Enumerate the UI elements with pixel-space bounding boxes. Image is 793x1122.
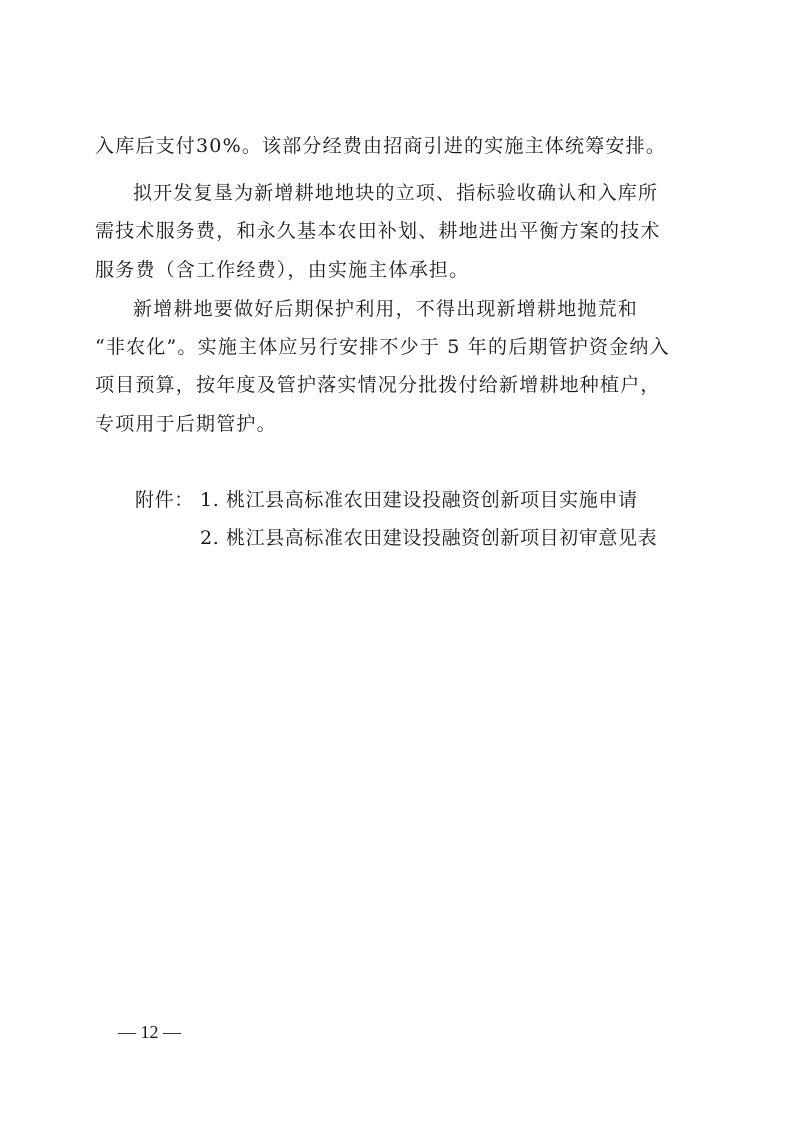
paragraph-line: 专项用于后期管护。 [95,413,277,435]
attachment-item: 2. 桃江县高标准农田建设投融资创新项目初审意见表 [200,527,658,549]
paragraph-line: 项目预算，按年度及管护落实情况分批拨付给新增耕地种植户， [95,374,661,396]
attachment-item: 1. 桃江县高标准农田建设投融资创新项目实施申请 [200,489,638,511]
paragraph-line: 拟开发复垦为新增耕地地块的立项、指标验收确认和入库所 [133,182,659,204]
paragraph-line: 服务费（含工作经费），由实施主体承担。 [95,259,470,281]
paragraph-line: 入库后支付30%。该部分经费由招商引进的实施主体统筹安排。 [95,135,667,157]
paragraph-line: 需技术服务费，和永久基本农田补划、耕地进出平衡方案的技术 [95,220,661,242]
page-number: — 12 — [118,1022,181,1042]
attachments-label: 附件： [135,489,194,511]
paragraph-line: “非农化”。实施主体应另行安排不少于 5 年的后期管护资金纳入 [95,336,670,358]
paragraph-line: 新增耕地要做好后期保护利用，不得出现新增耕地抛荒和 [133,298,639,320]
